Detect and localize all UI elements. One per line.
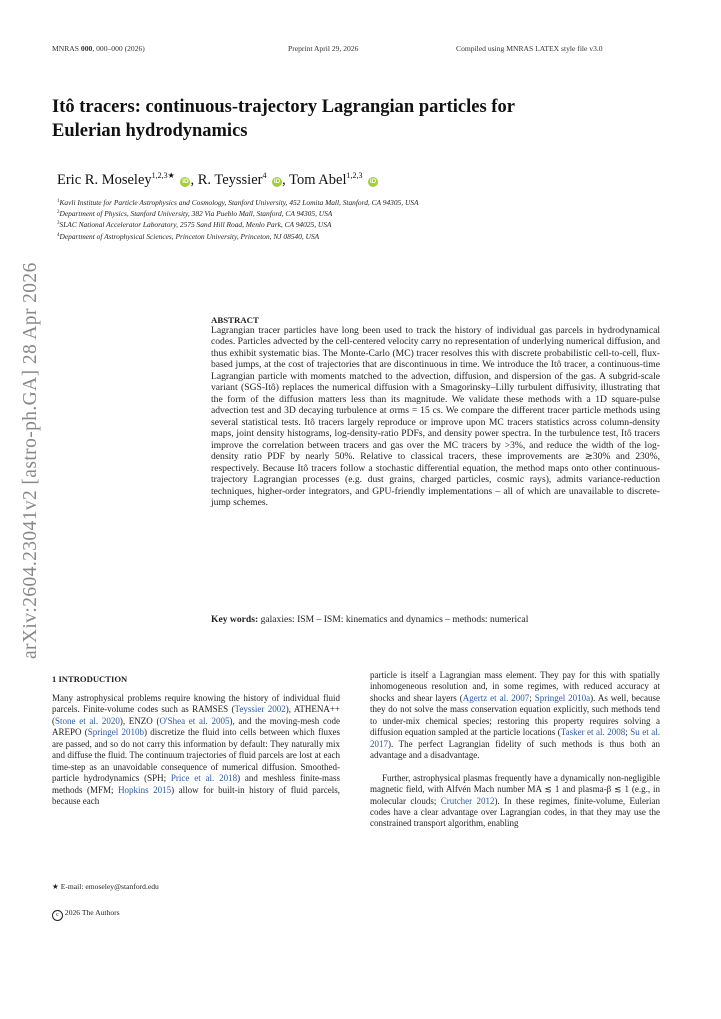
author-separator: , bbox=[282, 172, 286, 188]
footnote-mark: ★ bbox=[52, 882, 59, 891]
author-name: R. Teyssier bbox=[197, 172, 263, 188]
orcid-icon[interactable]: iD bbox=[182, 178, 189, 185]
citation-link[interactable]: Tasker et al. 2008 bbox=[560, 727, 626, 738]
author-name: Tom Abel bbox=[289, 172, 347, 188]
footnote-text: E-mail: emoseley@stanford.edu bbox=[60, 882, 159, 891]
journal-volume: 000 bbox=[80, 44, 93, 53]
affiliation bbox=[57, 208, 419, 219]
affiliation-text: Kavli Institute for Particle Astrophysics and Cosmology, Stanford University, 452 Lomita Mall, Stanford, CA 94305, USA bbox=[59, 198, 419, 207]
abstract-text: Lagrangian tracer particles have long been used to track the history of individual gas parcels in hydrodynamical codes. Particles advected by the cell-centered velocity carry no representation of underlying numerical diffusion, and thus exhibit systematic bias. The Monte-Carlo (MC) tracer resolves this with discrete probabilistic cell-to-cell, flux-based jumps, at the cost of trajectories that are discontinuous in time. We introduce the Itô tracer, a continuous-time Lagrangian particle with moments matched to the advection, diffusion, and dispersion of the gas. A subgrid-scale variant (SGS-Itô) replaces the numerical diffusion with a Smagorinsky–Lilly turbulent diffusivity, illustrating that the form of the diffusion matters less than its magnitude. We validate these methods with a 1D square-pulse advection test and 3D decaying turbulence at σrms = 15 cs. We compare the different tracer particle methods using several statistical tests. Itô tracers largely reproduce or improve upon MC tracers statistics across column-density maps, joint density histograms, log-density-ratio PDFs, and density power spectra. In the turbulence test, Itô tracers improve the correlation between tracers and gas over the MC tracers by >3%, and reduce the width of the log-density ratio PDF by nearly 50%. Relative to classical tracers, these improvements are ≳30% and 230%, respectively. Because Itô tracers follow a stochastic differential equation, the method maps onto other continuous-trajectory Lagrangian processes (e.g. dust grains, charged particles, cosmic rays), admits variance-reduction techniques, higher-order integrators, and GPU-friendly implementations – all of which are unavailable to discrete-jump schemes. bbox=[211, 325, 660, 509]
affiliation bbox=[57, 197, 419, 208]
text-run: ). The perfect Lagrangian fidelity of such methods is thus both an advantage and a disadvantage. bbox=[370, 738, 660, 761]
orcid-icon[interactable]: iD bbox=[273, 178, 281, 185]
text-run: ) allow for built-in history of fluid parcels, because each bbox=[52, 784, 340, 807]
affiliation-list bbox=[57, 197, 419, 242]
keywords bbox=[211, 614, 660, 625]
text-run: ), and the moving-mesh code AREPO ( bbox=[52, 715, 340, 738]
author-sup: 1,2,3★ bbox=[151, 171, 175, 180]
text-run: particle is itself a Lagrangian mass element. They pay for this with spatially inhomogeneous resolution and, in some regimes, with reduced accuracy at shocks and shear layers ( bbox=[370, 670, 660, 703]
text-run: ). In these regimes, finite-volume, Eulerian codes have a clear advantage over Lagrangian codes, in that they may use the constrained transport algorithm, enabling bbox=[370, 795, 660, 829]
title-line-2: Eulerian hydrodynamics bbox=[52, 121, 248, 141]
affiliation-text: Department of Physics, Stanford University, 382 Via Pueblo Mall, Stanford, CA 94305, USA bbox=[59, 209, 333, 219]
intro-left-column bbox=[52, 693, 340, 808]
copyright bbox=[52, 908, 120, 921]
text-run: ), ENZO ( bbox=[119, 715, 160, 726]
citation-link[interactable]: Hopkins 2015 bbox=[118, 784, 172, 795]
text-run: Further, astrophysical plasmas frequently have a dynamically non-negligible magnetic field, with Alfvén Mach number MA ≲ 1 and plasma-β ≲ 1 (e.g., in molecular clouds; bbox=[370, 772, 660, 806]
copyright-text: 2026 The Authors bbox=[64, 908, 120, 917]
author-list bbox=[57, 171, 378, 189]
affiliation-text: SLAC National Accelerator Laboratory, 2575 Sand Hill Road, Menlo Park, CA 94025, USA bbox=[59, 220, 332, 230]
paper-title bbox=[52, 95, 652, 143]
author-sup: 1,2,3 bbox=[346, 171, 363, 180]
journal-pages: , 000–000 (2026) bbox=[92, 44, 145, 53]
keywords-label: Key words: bbox=[211, 614, 259, 625]
orcid-icon[interactable]: iD bbox=[369, 178, 377, 185]
text-run: ) discretize the fluid into cells between which fluxes are passed, and so do not carry this information by default: They naturally mix and diffuse the fluid. The continuum trajectories of fluid parcels are lost at each time-step as an unavoidable consequence of numerical diffusion. Smoothed-particle hydrodynamics (SPH; bbox=[52, 727, 341, 784]
affiliation-num: 1 bbox=[57, 199, 60, 204]
section-heading: 1 INTRODUCTION bbox=[52, 674, 128, 684]
citation-link[interactable]: Stone et al. 2020 bbox=[55, 715, 120, 726]
text-run: ) and meshless finite-mass methods (MFM; bbox=[52, 773, 341, 795]
citation-link[interactable]: Su et al. 2017 bbox=[370, 727, 660, 749]
citation-link[interactable]: Agertz et al. 2007 bbox=[462, 692, 530, 703]
author-separator: , bbox=[190, 172, 195, 188]
citation-link[interactable]: Springel 2010a bbox=[534, 692, 591, 703]
affiliation-text: Department of Astrophysical Sciences, Princeton University, Princeton, NJ 08540, USA bbox=[59, 231, 320, 241]
citation-link[interactable]: Crutcher 2012 bbox=[440, 795, 495, 806]
citation-link[interactable]: O'Shea et al. 2005 bbox=[159, 715, 230, 726]
paragraph bbox=[370, 670, 660, 762]
copyright-icon: c bbox=[52, 910, 63, 921]
affiliation bbox=[57, 219, 419, 230]
text-run: ; bbox=[625, 727, 631, 738]
keywords-text: galaxies: ISM – ISM: kinematics and dynamics – methods: numerical bbox=[260, 614, 529, 625]
journal-prefix: MNRAS bbox=[52, 44, 80, 53]
paragraph bbox=[370, 773, 660, 830]
affiliation-num: 4 bbox=[57, 232, 60, 238]
citation-link[interactable]: Teyssier 2002 bbox=[234, 704, 286, 715]
paragraph bbox=[52, 693, 340, 808]
author-name: Eric R. Moseley bbox=[57, 172, 152, 188]
author-sup: 4 bbox=[262, 171, 267, 180]
text-run: ; bbox=[529, 692, 535, 703]
citation-link[interactable]: Springel 2010b bbox=[87, 727, 145, 738]
journal-header bbox=[52, 44, 145, 53]
footnote bbox=[52, 882, 159, 891]
abstract-heading: ABSTRACT bbox=[211, 315, 259, 325]
intro-right-column bbox=[370, 670, 660, 830]
text-run: Many astrophysical problems require knowing the history of individual fluid parcels. Finite-volume codes such as RAMSES ( bbox=[52, 693, 340, 715]
text-run: ). As well, because they do not solve the mass conservation equation explicitly, such methods tend to under-mix chemical species; restoring this property requires solving a diffusion equation sampled at the particle locations ( bbox=[370, 692, 660, 738]
affiliation-num: 2 bbox=[57, 210, 60, 216]
arxiv-stamp[interactable]: arXiv:2604.23041v2 [astro-ph.GA] 28 Apr 2026 bbox=[20, 262, 41, 659]
text-run: ), ATHENA++ ( bbox=[52, 704, 340, 726]
affiliation bbox=[57, 231, 419, 242]
affiliation-num: 3 bbox=[57, 221, 60, 227]
title-line-1: Itô tracers: continuous-trajectory Lagrangian particles for bbox=[52, 97, 515, 117]
preprint-date: Preprint April 29, 2026 bbox=[288, 44, 359, 53]
compiled-note: Compiled using MNRAS LATEX style file v3.0 bbox=[456, 44, 603, 53]
citation-link[interactable]: Price et al. 2018 bbox=[170, 773, 238, 784]
